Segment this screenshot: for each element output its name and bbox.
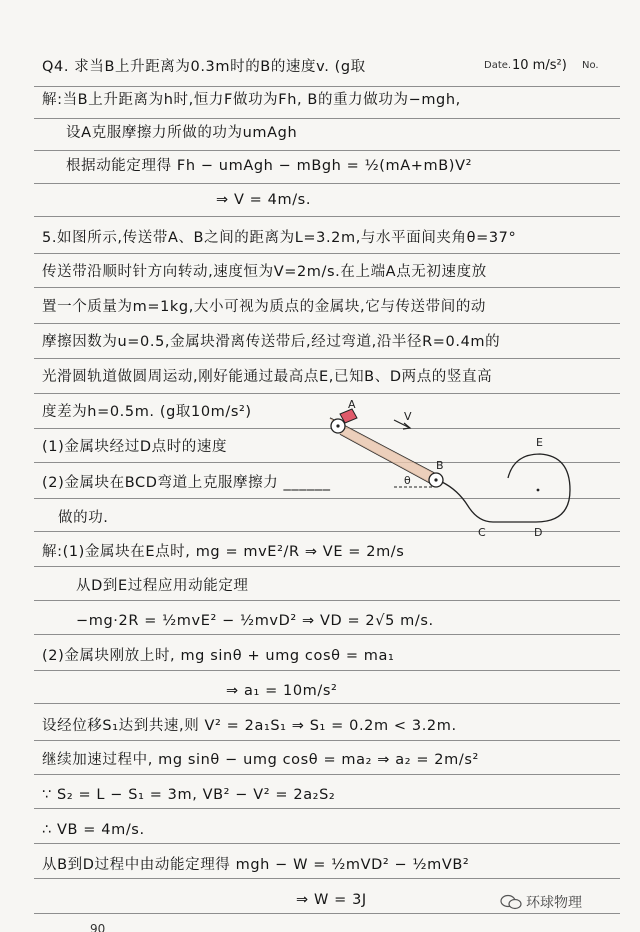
ruled-line [34,600,620,601]
watermark [500,892,582,912]
ruled-line [34,878,620,879]
no-label: No. [582,60,599,71]
solution-line: 设A克服摩擦力所做的功为umAgh [66,125,298,141]
date-value: 10 m/s²) [512,58,567,73]
problem5-line: 光滑圆轨道做圆周运动,刚好能通过最高点E,已知B、D两点的竖直高 [42,369,493,385]
label-theta: θ [404,474,411,487]
subquestion-line: (1)金属块经过D点时的速度 [42,439,228,455]
ruled-line [34,393,620,394]
ruled-line [34,86,620,87]
solution-line: 解:当B上升距离为h时,恒力F做功为Fh, B的重力做功为−mgh, [42,92,461,108]
label-c: C [478,526,486,539]
solution-line: 继续加速过程中, mg sinθ − umg cosθ = ma₂ ⇒ a₂ = 2m/s² [42,752,479,768]
solution-line: 从D到E过程应用动能定理 [76,578,249,594]
ruled-line [34,566,620,567]
ruled-line [34,634,620,635]
label-b: B [436,459,444,472]
watermark-text: 环球物理 [526,895,582,911]
ruled-line [34,843,620,844]
ruled-line [34,670,620,671]
ruled-line [34,253,620,254]
problem5-line: 置一个质量为m=1kg,大小可视为质点的金属块,它与传送带间的动 [42,299,487,315]
ruled-line [34,703,620,704]
solution-line: 设经位移S₁达到共速,则 V² = 2a₁S₁ ⇒ S₁ = 0.2m < 3.2m. [42,718,457,734]
question4-line: Q4. 求当B上升距离为0.3m时的B的速度v. (g取 [42,59,366,75]
ruled-line [34,808,620,809]
ruled-line [34,774,620,775]
problem5-line: 传送带沿顺时针方向转动,速度恒为V=2m/s.在上端A点无初速度放 [42,264,487,280]
wechat-icon [500,894,522,910]
loop-center [537,489,540,492]
solution-line: 解:(1)金属块在E点时, mg = mvE²/R ⇒ VE = 2m/s [42,544,405,560]
solution-line: (2)金属块刚放上时, mg sinθ + umg cosθ = ma₁ [42,648,395,664]
ruled-line [34,913,620,914]
solution-line: ⇒ W = 3J [296,892,367,908]
ruled-line [34,740,620,741]
solution-line: 从B到D过程中由动能定理得 mgh − W = ½mVD² − ½mVB² [42,857,470,873]
ruled-line [34,323,620,324]
solution-line: ⇒ a₁ = 10m/s² [226,683,338,699]
label-v: V [404,410,412,423]
ruled-line [34,150,620,151]
problem5-line: 度差为h=0.5m. (g取10m/s²) [42,404,252,420]
subquestion-line: 做的功. [58,510,109,526]
solution-line: ∴ VB = 4m/s. [42,822,145,838]
label-e: E [536,436,543,449]
date-label: Date. [484,60,512,71]
problem5-line: 5.如图所示,传送带A、B之间的距离为L=3.2m,与水平面间夹角θ=37° [42,230,517,246]
ruled-line [34,183,620,184]
conveyor-track-diagram [318,398,578,548]
ruled-line [34,358,620,359]
conveyor-belt [330,418,436,484]
solution-line: ∵ S₂ = L − S₁ = 3m, VB² − V² = 2a₂S₂ [42,787,336,803]
solution-line: 根据动能定理得 Fh − umAgh − mBgh = ½(mA+mB)V² [66,158,473,174]
solution-line: ⇒ V = 4m/s. [216,192,312,208]
ruled-line [34,216,620,217]
ruled-line [34,287,620,288]
page-number: 90 [90,922,106,932]
ruled-line [34,118,620,119]
solution-line: −mg·2R = ½mvE² − ½mvD² ⇒ VD = 2√5 m/s. [76,613,434,629]
label-a: A [348,398,356,411]
label-d: D [534,526,543,539]
problem5-line: 摩擦因数为u=0.5,金属块滑离传送带后,经过弯道,沿半径R=0.4m的 [42,334,501,350]
subquestion-line: (2)金属块在BCD弯道上克服摩擦力 ______ [42,475,331,491]
curved-track [442,454,570,522]
